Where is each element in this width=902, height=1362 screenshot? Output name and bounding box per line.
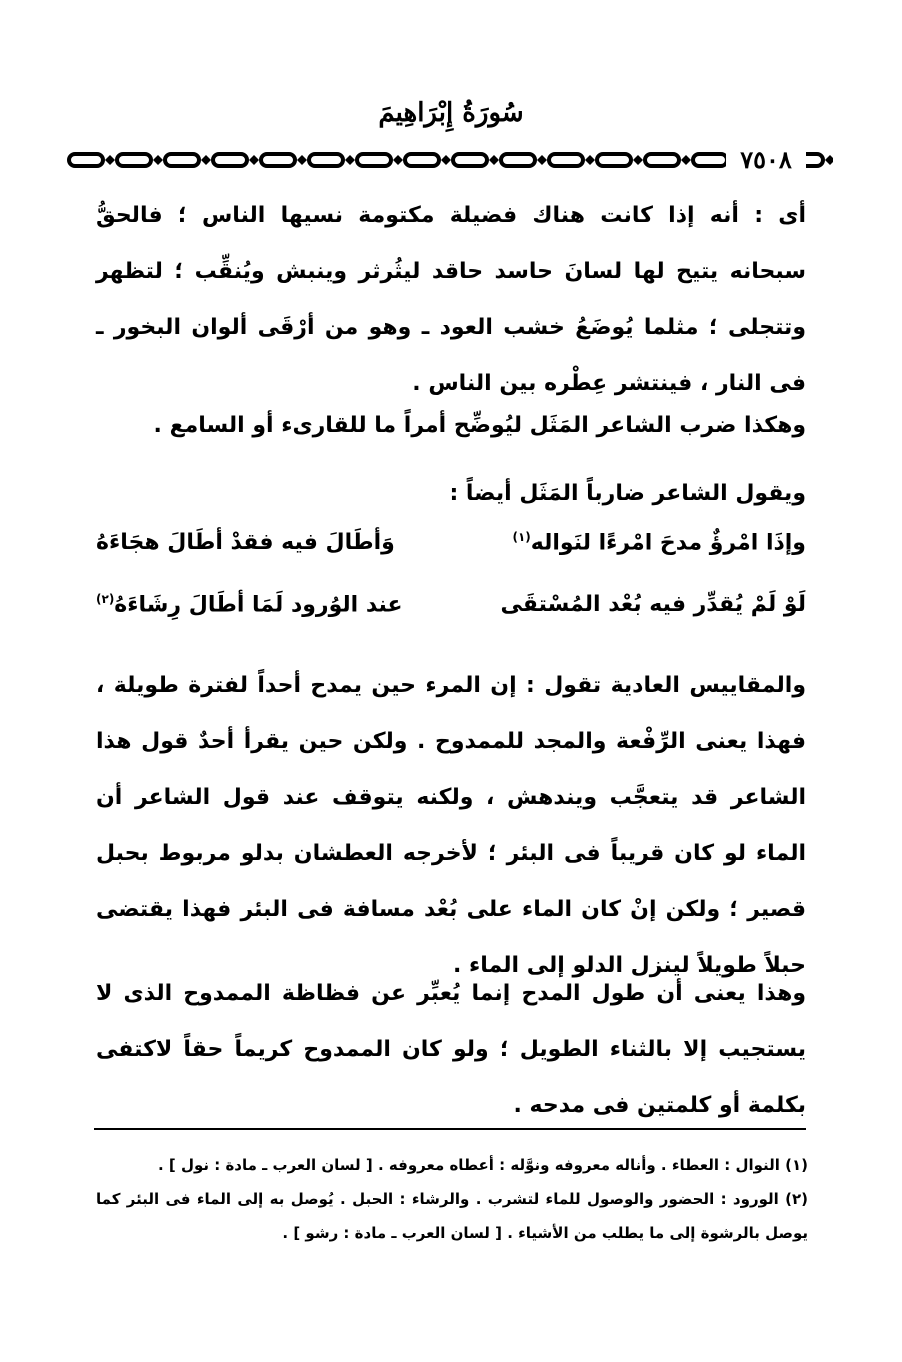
page-number: ٧٥٠٨ xyxy=(726,146,806,174)
chain-link xyxy=(213,154,247,166)
chain-link xyxy=(309,154,343,166)
chain-diamond xyxy=(633,155,643,165)
footnote-1: (١) النوال : العطاء . وأناله معروفه ونوَّله : أعطاه معروفه . [ لسان العرب ـ مادة : نول ] . xyxy=(157,1156,808,1174)
verse-line-1 xyxy=(96,530,806,580)
footnote-2: (٢) الورود : الحضور والوصول للماء لتشرب . والرشاء : الحبل . يُوصل به إلى الماء فى البئر كما يوصل بالرشوة إلى ما يطلب من الأشياء . [ لسان العرب ـ مادة : رشو ] . xyxy=(96,1190,808,1242)
chain-diamond xyxy=(489,155,499,165)
paragraph-3: ويقول الشاعر ضارباً المَثَل أيضاً : xyxy=(449,481,806,506)
chain-diamond xyxy=(585,155,595,165)
chain-link xyxy=(405,154,439,166)
chain-link xyxy=(549,154,583,166)
chain-link xyxy=(261,154,295,166)
surah-title: سُورَةُ إِبْرَاهِيمَ xyxy=(378,98,524,128)
chain-link xyxy=(453,154,487,166)
chain-diamond xyxy=(345,155,355,165)
chain-diamond xyxy=(681,155,691,165)
footnote-marker-1[interactable]: (١) xyxy=(512,530,531,544)
paragraph-1: أى : أنه إذا كانت هناك فضيلة مكتومة نسيها الناس ؛ فالحقُّ سبحانه يتيح لها لسانَ حاسد حاقد ليثُرثر وينبش ويُنقِّب ؛ لتظهر وتتجلى ؛ مثلما يُوضَعُ خشب العود ـ وهو من أرْقَى ألوان البخور ـ فى النار ، فينتشر عِطْره بين الناس . xyxy=(96,203,806,396)
verse-1-second-hemistich: وَأطَالَ فيه فقدْ أطَالَ هجَاءَهُ xyxy=(96,530,395,555)
chain-diamond xyxy=(249,155,259,165)
chain-link xyxy=(69,154,103,166)
paragraph-4: والمقاييس العادية تقول : إن المرء حين يمدح أحداً لفترة طويلة ، فهذا يعنى الرِّفْعة والمجد للممدوح . ولكن حين يقرأ أحدٌ قول هذا الشاعر قد يتعجَّب ويندهش ، ولكنه يتوقف عند قول الشاعر أن الماء لو كان قريباً فى البئر ؛ لأخرجه العطشان بدلو مربوط بحبل قصير ؛ ولكن إنْ كان الماء على بُعْد مسافة فى البئر فهذا يقتضى حبلاً طويلاً لينزل الدلو إلى الماء . xyxy=(96,673,806,978)
chain-diamond xyxy=(825,155,833,165)
paragraph-2: وهكذا ضرب الشاعر المَثَل ليُوضِّح أمراً ما للقارىء أو السامع . xyxy=(153,413,806,438)
chain-diamond xyxy=(441,155,451,165)
chain-link xyxy=(501,154,535,166)
ornamental-border xyxy=(65,148,833,172)
verse-2-second-hemistich: عند الوُرود لَمَا أطَالَ رِشَاءَهُ$^{(٢)}$ xyxy=(96,592,403,618)
chain-diamond xyxy=(393,155,403,165)
verse-line-2 xyxy=(96,592,806,642)
chain-link xyxy=(357,154,391,166)
chain-diamond xyxy=(201,155,211,165)
paragraph-5: وهذا يعنى أن طول المدح إنما يُعبِّر عن فظاظة الممدوح الذى لا يستجيب إلا بالثناء الطويل ؛ ولو كان الممدوح كريماً حقاً لاكتفى بكلمة أو كلمتين فى مدحه . xyxy=(96,981,806,1118)
chain-diamond xyxy=(153,155,163,165)
chain-link xyxy=(645,154,679,166)
chain-diamond xyxy=(105,155,115,165)
chain-link xyxy=(597,154,631,166)
verse-1-first-hemistich: وإذَا امْرؤٌ مدحَ امْرءًا لنَواله$^{(١)}$ xyxy=(512,530,806,556)
verse-2-first-hemistich: لَوْ لَمْ يُقدِّر فيه بُعْد المُسْتقَى xyxy=(500,592,806,617)
footnote-marker-2[interactable]: (٢) xyxy=(96,592,115,606)
footnote-divider xyxy=(94,1128,806,1130)
chain-link xyxy=(165,154,199,166)
chain-link xyxy=(117,154,151,166)
chain-link xyxy=(693,154,727,166)
chain-diamond xyxy=(537,155,547,165)
chain-diamond xyxy=(297,155,307,165)
